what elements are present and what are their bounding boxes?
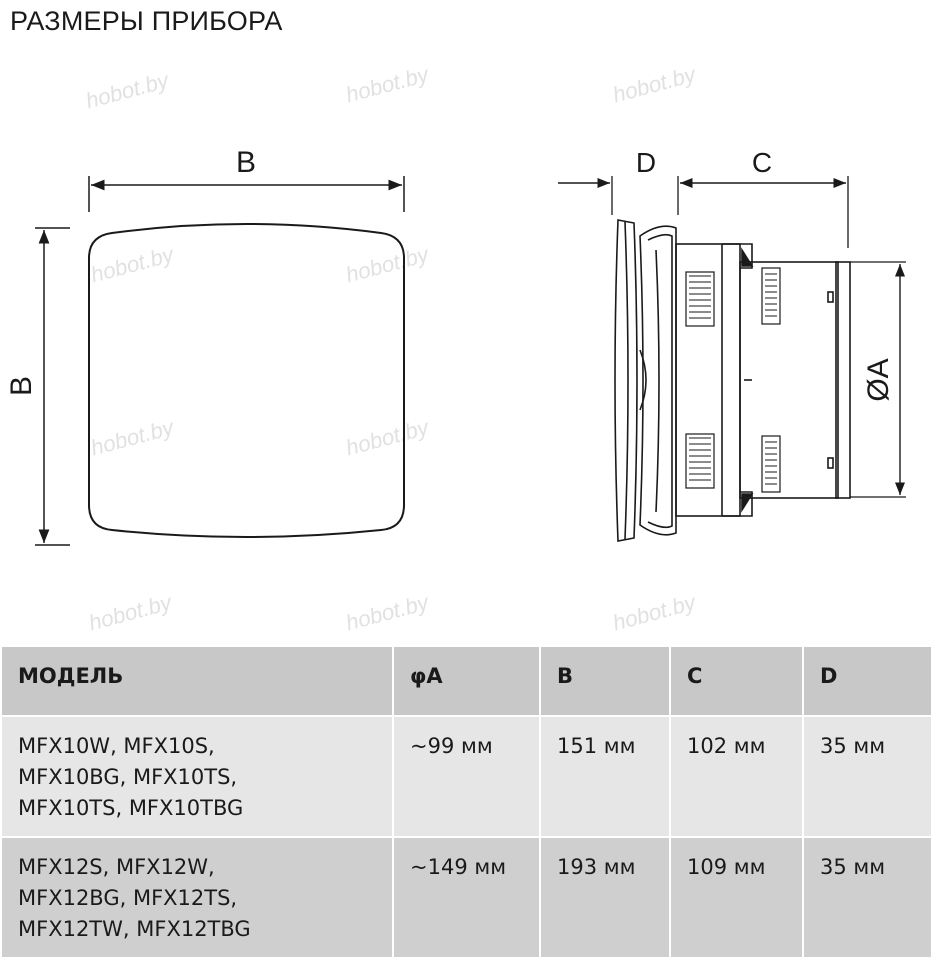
header-d: D (803, 646, 931, 716)
model-cell (1, 837, 393, 958)
watermark: hobot.by (88, 414, 177, 461)
side-length-label: C (751, 147, 773, 178)
watermark: hobot.by (88, 241, 177, 288)
rib-lines (689, 274, 777, 484)
model-line: MFX10TS, MFX10TBG (18, 796, 244, 820)
value-d: 35 мм (803, 837, 931, 958)
front-width-label: B (235, 146, 257, 179)
watermark: hobot.by (610, 589, 699, 636)
front-view (35, 176, 404, 545)
model-line: MFX10BG, MFX10TS, (18, 765, 238, 789)
table-row (1, 716, 931, 837)
value-a: ~149 мм (393, 837, 540, 958)
watermark: hobot.by (343, 241, 432, 288)
watermark: hobot.by (610, 61, 699, 108)
value-c: 109 мм (670, 837, 803, 958)
header-b: B (540, 646, 670, 716)
side-depth-label: D (635, 147, 657, 178)
table-row (1, 837, 931, 958)
watermark: hobot.by (83, 67, 172, 114)
dimensions-table (0, 645, 931, 959)
header-a: φA (393, 646, 540, 716)
page-title: РАЗМЕРЫ ПРИБОРА (10, 6, 283, 36)
value-d: 35 мм (803, 716, 931, 837)
model-line: MFX12S, MFX12W, (18, 855, 215, 879)
side-diameter-label: ØA (862, 358, 895, 402)
value-a: ~99 мм (393, 716, 540, 837)
front-height-label: B (5, 375, 38, 397)
table-header-row (1, 646, 931, 716)
watermark: hobot.by (343, 589, 432, 636)
watermark: hobot.by (343, 414, 432, 461)
value-c: 102 мм (670, 716, 803, 837)
value-b: 151 мм (540, 716, 670, 837)
model-line: MFX10W, MFX10S, (18, 734, 215, 758)
value-b: 193 мм (540, 837, 670, 958)
model-line: MFX12BG, MFX12TS, (18, 886, 238, 910)
watermark: hobot.by (86, 589, 175, 636)
side-view (558, 176, 906, 541)
watermark: hobot.by (343, 61, 432, 108)
header-c: C (670, 646, 803, 716)
model-line: MFX12TW, MFX12TBG (18, 917, 251, 941)
header-model: МОДЕЛЬ (1, 646, 393, 716)
model-cell (1, 716, 393, 837)
